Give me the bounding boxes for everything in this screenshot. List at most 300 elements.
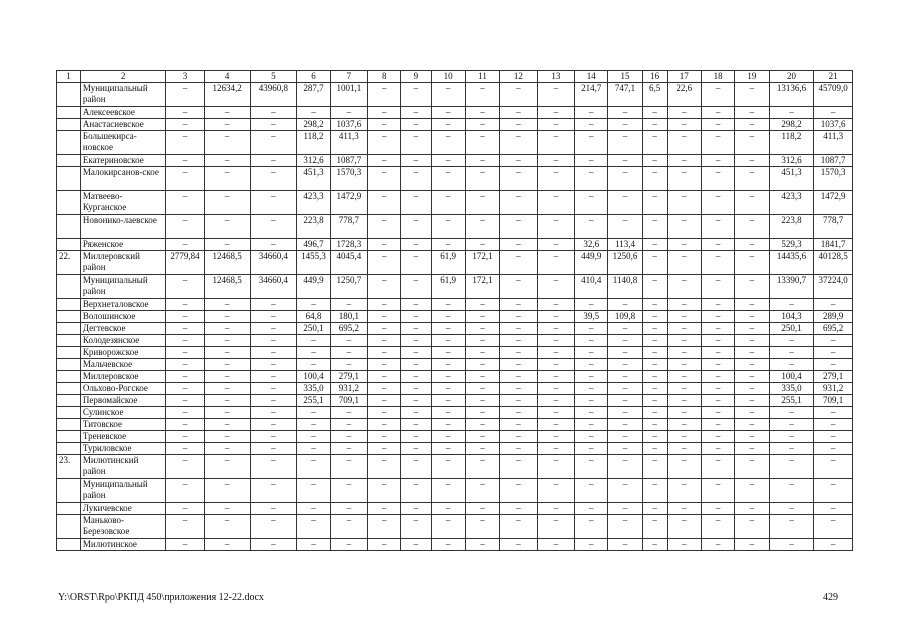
value-cell: – bbox=[431, 347, 465, 359]
value-cell: – bbox=[431, 443, 465, 455]
value-cell: – bbox=[537, 431, 574, 443]
value-cell: 931,2 bbox=[330, 383, 367, 395]
value-cell: 45709,0 bbox=[814, 83, 853, 107]
value-cell: – bbox=[667, 119, 701, 131]
value-cell: – bbox=[368, 83, 401, 107]
value-cell: 223,8 bbox=[769, 215, 814, 239]
value-cell: 411,3 bbox=[814, 131, 853, 155]
value-cell: – bbox=[401, 323, 431, 335]
value-cell: – bbox=[667, 107, 701, 119]
value-cell: – bbox=[701, 119, 734, 131]
value-cell: – bbox=[166, 371, 204, 383]
table-row bbox=[57, 347, 853, 359]
value-cell: – bbox=[642, 407, 667, 419]
value-cell: – bbox=[537, 335, 574, 347]
value-cell: – bbox=[465, 311, 499, 323]
value-cell: – bbox=[431, 383, 465, 395]
value-cell: – bbox=[204, 419, 250, 431]
column-number-header: 4 bbox=[204, 71, 250, 83]
value-cell: – bbox=[368, 311, 401, 323]
value-cell: – bbox=[500, 131, 537, 155]
value-cell: – bbox=[701, 215, 734, 239]
value-cell: – bbox=[330, 335, 367, 347]
value-cell: – bbox=[401, 215, 431, 239]
value-cell: – bbox=[500, 419, 537, 431]
value-cell: – bbox=[608, 323, 642, 335]
value-cell: – bbox=[701, 347, 734, 359]
value-cell: – bbox=[401, 167, 431, 191]
row-number-cell bbox=[57, 191, 81, 215]
value-cell: – bbox=[250, 359, 297, 371]
value-cell: – bbox=[814, 431, 853, 443]
value-cell: – bbox=[575, 131, 608, 155]
column-number-header: 9 bbox=[401, 71, 431, 83]
value-cell: – bbox=[735, 539, 769, 551]
column-number-header: 5 bbox=[250, 71, 297, 83]
settlement-name-cell: Волошинское bbox=[80, 311, 165, 323]
value-cell: 100,4 bbox=[297, 371, 330, 383]
value-cell: – bbox=[701, 407, 734, 419]
value-cell: – bbox=[769, 335, 814, 347]
value-cell: – bbox=[667, 299, 701, 311]
value-cell: – bbox=[166, 395, 204, 407]
value-cell: – bbox=[330, 359, 367, 371]
value-cell: 12468,5 bbox=[204, 251, 250, 275]
row-number-cell bbox=[57, 167, 81, 191]
value-cell: – bbox=[368, 239, 401, 251]
value-cell: – bbox=[537, 539, 574, 551]
value-cell: – bbox=[701, 155, 734, 167]
value-cell: – bbox=[330, 479, 367, 503]
value-cell: – bbox=[575, 539, 608, 551]
value-cell: – bbox=[735, 119, 769, 131]
value-cell: – bbox=[330, 503, 367, 515]
value-cell: – bbox=[368, 539, 401, 551]
value-cell: 529,3 bbox=[769, 239, 814, 251]
value-cell: – bbox=[250, 191, 297, 215]
value-cell: – bbox=[465, 539, 499, 551]
value-cell: 287,7 bbox=[297, 83, 330, 107]
table-row bbox=[57, 311, 853, 323]
value-cell: – bbox=[642, 251, 667, 275]
value-cell: – bbox=[330, 419, 367, 431]
value-cell: – bbox=[204, 155, 250, 167]
value-cell: – bbox=[166, 191, 204, 215]
value-cell: – bbox=[642, 155, 667, 167]
value-cell: – bbox=[500, 311, 537, 323]
value-cell: – bbox=[642, 503, 667, 515]
value-cell: – bbox=[166, 323, 204, 335]
value-cell: – bbox=[204, 347, 250, 359]
value-cell: 255,1 bbox=[769, 395, 814, 407]
value-cell: 1841,7 bbox=[814, 239, 853, 251]
value-cell: – bbox=[500, 323, 537, 335]
value-cell: – bbox=[701, 299, 734, 311]
value-cell: 1037,6 bbox=[814, 119, 853, 131]
value-cell: – bbox=[500, 395, 537, 407]
value-cell: – bbox=[500, 107, 537, 119]
value-cell: – bbox=[204, 299, 250, 311]
row-number-cell bbox=[57, 431, 81, 443]
value-cell: – bbox=[500, 479, 537, 503]
value-cell: – bbox=[431, 419, 465, 431]
value-cell: – bbox=[500, 455, 537, 479]
row-number-cell bbox=[57, 275, 81, 299]
value-cell: – bbox=[814, 503, 853, 515]
value-cell: – bbox=[608, 359, 642, 371]
table-row bbox=[57, 299, 853, 311]
value-cell: – bbox=[701, 431, 734, 443]
value-cell: – bbox=[608, 119, 642, 131]
value-cell: – bbox=[769, 407, 814, 419]
value-cell: – bbox=[769, 455, 814, 479]
value-cell: – bbox=[431, 479, 465, 503]
value-cell: – bbox=[735, 515, 769, 539]
value-cell: – bbox=[465, 419, 499, 431]
value-cell: – bbox=[769, 359, 814, 371]
footer-file-path: Y:\ORST\Rpo\РКПД 450\приложения 12-22.docx bbox=[58, 592, 264, 603]
value-cell: 113,4 bbox=[608, 239, 642, 251]
settlement-name-cell: Сулинское bbox=[80, 407, 165, 419]
table-row bbox=[57, 419, 853, 431]
value-cell: – bbox=[250, 539, 297, 551]
table-row bbox=[57, 107, 853, 119]
value-cell: – bbox=[537, 419, 574, 431]
value-cell: 118,2 bbox=[769, 131, 814, 155]
value-cell: – bbox=[297, 503, 330, 515]
row-number-cell bbox=[57, 539, 81, 551]
value-cell: – bbox=[166, 407, 204, 419]
value-cell: – bbox=[166, 83, 204, 107]
settlement-name-cell: Лукичевское bbox=[80, 503, 165, 515]
value-cell: – bbox=[608, 191, 642, 215]
settlement-name-cell: Новонико-лаевское bbox=[80, 215, 165, 239]
value-cell: – bbox=[667, 131, 701, 155]
value-cell: – bbox=[642, 107, 667, 119]
value-cell: 118,2 bbox=[297, 131, 330, 155]
value-cell: – bbox=[701, 395, 734, 407]
settlement-name-cell: Дегтевское bbox=[80, 323, 165, 335]
row-number-cell bbox=[57, 383, 81, 395]
value-cell: – bbox=[642, 275, 667, 299]
settlement-name-cell: Титовское bbox=[80, 419, 165, 431]
value-cell: – bbox=[537, 515, 574, 539]
value-cell: – bbox=[608, 431, 642, 443]
value-cell: – bbox=[401, 191, 431, 215]
value-cell: – bbox=[204, 515, 250, 539]
value-cell: 335,0 bbox=[297, 383, 330, 395]
table-row bbox=[57, 155, 853, 167]
value-cell: – bbox=[330, 299, 367, 311]
column-number-header: 21 bbox=[814, 71, 853, 83]
value-cell: – bbox=[769, 431, 814, 443]
table-row bbox=[57, 131, 853, 155]
value-cell: – bbox=[465, 383, 499, 395]
value-cell: – bbox=[701, 479, 734, 503]
value-cell: – bbox=[769, 299, 814, 311]
value-cell: 22,6 bbox=[667, 83, 701, 107]
value-cell: – bbox=[250, 431, 297, 443]
value-cell: – bbox=[537, 191, 574, 215]
value-cell: – bbox=[166, 107, 204, 119]
value-cell: – bbox=[537, 299, 574, 311]
value-cell: – bbox=[537, 479, 574, 503]
value-cell: – bbox=[465, 371, 499, 383]
value-cell: – bbox=[642, 119, 667, 131]
column-number-header: 14 bbox=[575, 71, 608, 83]
value-cell: – bbox=[250, 503, 297, 515]
value-cell: – bbox=[431, 431, 465, 443]
value-cell: 1087,7 bbox=[330, 155, 367, 167]
value-cell: – bbox=[608, 383, 642, 395]
value-cell: – bbox=[166, 479, 204, 503]
value-cell: – bbox=[608, 299, 642, 311]
value-cell: – bbox=[537, 155, 574, 167]
value-cell: – bbox=[465, 347, 499, 359]
value-cell: – bbox=[401, 83, 431, 107]
value-cell: 709,1 bbox=[814, 395, 853, 407]
value-cell: 778,7 bbox=[814, 215, 853, 239]
value-cell: – bbox=[814, 407, 853, 419]
value-cell: – bbox=[537, 239, 574, 251]
value-cell: – bbox=[667, 407, 701, 419]
row-number-cell bbox=[57, 347, 81, 359]
value-cell: – bbox=[297, 455, 330, 479]
value-cell: – bbox=[642, 191, 667, 215]
value-cell: – bbox=[667, 443, 701, 455]
value-cell: – bbox=[667, 455, 701, 479]
value-cell: – bbox=[537, 503, 574, 515]
value-cell: – bbox=[575, 515, 608, 539]
settlement-name-cell: Колодезянское bbox=[80, 335, 165, 347]
value-cell: – bbox=[401, 515, 431, 539]
value-cell: – bbox=[642, 323, 667, 335]
value-cell: – bbox=[735, 395, 769, 407]
table-row bbox=[57, 83, 853, 107]
value-cell: – bbox=[465, 167, 499, 191]
value-cell: – bbox=[368, 515, 401, 539]
value-cell: – bbox=[735, 323, 769, 335]
value-cell: – bbox=[250, 455, 297, 479]
value-cell: – bbox=[537, 107, 574, 119]
value-cell: – bbox=[431, 455, 465, 479]
value-cell: 39,5 bbox=[575, 311, 608, 323]
row-number-cell bbox=[57, 215, 81, 239]
data-table bbox=[56, 70, 853, 551]
value-cell: – bbox=[537, 275, 574, 299]
value-cell: – bbox=[431, 131, 465, 155]
column-number-header: 3 bbox=[166, 71, 204, 83]
settlement-name-cell: Милютинское bbox=[80, 539, 165, 551]
value-cell: – bbox=[465, 299, 499, 311]
value-cell: 4045,4 bbox=[330, 251, 367, 275]
table-row bbox=[57, 191, 853, 215]
value-cell: – bbox=[204, 539, 250, 551]
value-cell: – bbox=[642, 395, 667, 407]
value-cell: – bbox=[465, 515, 499, 539]
value-cell: – bbox=[204, 335, 250, 347]
value-cell: – bbox=[431, 119, 465, 131]
value-cell: 172,1 bbox=[465, 275, 499, 299]
value-cell: – bbox=[368, 359, 401, 371]
value-cell: – bbox=[204, 407, 250, 419]
value-cell: – bbox=[401, 371, 431, 383]
value-cell: 451,3 bbox=[297, 167, 330, 191]
row-number-cell bbox=[57, 359, 81, 371]
value-cell: – bbox=[465, 443, 499, 455]
table-row bbox=[57, 539, 853, 551]
row-number-cell bbox=[57, 419, 81, 431]
value-cell: – bbox=[250, 155, 297, 167]
value-cell: – bbox=[701, 455, 734, 479]
column-number-header: 15 bbox=[608, 71, 642, 83]
value-cell: – bbox=[166, 419, 204, 431]
value-cell: – bbox=[608, 395, 642, 407]
value-cell: – bbox=[368, 419, 401, 431]
settlement-name-cell: Алексеевское bbox=[80, 107, 165, 119]
value-cell: – bbox=[608, 503, 642, 515]
value-cell: – bbox=[368, 155, 401, 167]
row-number-cell bbox=[57, 155, 81, 167]
value-cell: – bbox=[500, 371, 537, 383]
table-row bbox=[57, 407, 853, 419]
value-cell: – bbox=[735, 419, 769, 431]
value-cell: – bbox=[701, 239, 734, 251]
value-cell: – bbox=[701, 323, 734, 335]
settlement-name-cell: Миллеровский район bbox=[80, 251, 165, 275]
table-row bbox=[57, 323, 853, 335]
value-cell: – bbox=[250, 323, 297, 335]
value-cell: 32,6 bbox=[575, 239, 608, 251]
value-cell: – bbox=[642, 131, 667, 155]
value-cell: – bbox=[297, 407, 330, 419]
value-cell: – bbox=[431, 155, 465, 167]
value-cell: – bbox=[642, 347, 667, 359]
value-cell: – bbox=[368, 347, 401, 359]
row-number-cell: 23. bbox=[57, 455, 81, 479]
value-cell: – bbox=[401, 131, 431, 155]
value-cell: – bbox=[642, 515, 667, 539]
value-cell: – bbox=[735, 431, 769, 443]
value-cell: – bbox=[701, 383, 734, 395]
value-cell: – bbox=[735, 299, 769, 311]
value-cell: – bbox=[166, 515, 204, 539]
value-cell: 1570,3 bbox=[330, 167, 367, 191]
value-cell: – bbox=[575, 419, 608, 431]
value-cell: 14435,6 bbox=[769, 251, 814, 275]
value-cell: – bbox=[204, 323, 250, 335]
value-cell: – bbox=[368, 395, 401, 407]
settlement-name-cell: Верхнеталовское bbox=[80, 299, 165, 311]
value-cell: – bbox=[701, 539, 734, 551]
value-cell: – bbox=[250, 419, 297, 431]
value-cell: – bbox=[500, 251, 537, 275]
value-cell: – bbox=[701, 443, 734, 455]
value-cell: – bbox=[537, 215, 574, 239]
row-number-cell bbox=[57, 515, 81, 539]
value-cell: – bbox=[769, 347, 814, 359]
value-cell: – bbox=[575, 371, 608, 383]
table-row bbox=[57, 239, 853, 251]
value-cell: – bbox=[500, 383, 537, 395]
value-cell: – bbox=[575, 359, 608, 371]
value-cell: 12634,2 bbox=[204, 83, 250, 107]
value-cell: – bbox=[297, 443, 330, 455]
value-cell: – bbox=[500, 539, 537, 551]
value-cell: 255,1 bbox=[297, 395, 330, 407]
value-cell: – bbox=[500, 299, 537, 311]
value-cell: – bbox=[642, 479, 667, 503]
value-cell: – bbox=[330, 347, 367, 359]
value-cell: – bbox=[431, 407, 465, 419]
value-cell: – bbox=[250, 167, 297, 191]
value-cell: 298,2 bbox=[769, 119, 814, 131]
value-cell: – bbox=[667, 239, 701, 251]
value-cell: – bbox=[250, 383, 297, 395]
table-row bbox=[57, 431, 853, 443]
value-cell: – bbox=[166, 167, 204, 191]
value-cell: – bbox=[431, 107, 465, 119]
value-cell: – bbox=[368, 383, 401, 395]
value-cell: – bbox=[250, 335, 297, 347]
value-cell: – bbox=[368, 407, 401, 419]
value-cell: – bbox=[537, 359, 574, 371]
value-cell: – bbox=[735, 167, 769, 191]
value-cell: – bbox=[575, 407, 608, 419]
settlement-name-cell: Треневское bbox=[80, 431, 165, 443]
value-cell: – bbox=[537, 311, 574, 323]
value-cell: – bbox=[642, 419, 667, 431]
value-cell: – bbox=[769, 107, 814, 119]
table-row bbox=[57, 119, 853, 131]
row-number-cell bbox=[57, 371, 81, 383]
value-cell: 1472,9 bbox=[330, 191, 367, 215]
value-cell: – bbox=[401, 107, 431, 119]
value-cell: – bbox=[575, 167, 608, 191]
value-cell: – bbox=[330, 407, 367, 419]
value-cell: – bbox=[769, 479, 814, 503]
value-cell: – bbox=[701, 359, 734, 371]
page-number: 429 bbox=[823, 592, 838, 603]
value-cell: – bbox=[608, 167, 642, 191]
value-cell: – bbox=[500, 503, 537, 515]
settlement-name-cell: Миллеровское bbox=[80, 371, 165, 383]
value-cell: 778,7 bbox=[330, 215, 367, 239]
value-cell: – bbox=[575, 395, 608, 407]
value-cell: – bbox=[401, 275, 431, 299]
value-cell: – bbox=[401, 431, 431, 443]
value-cell: – bbox=[465, 335, 499, 347]
value-cell: – bbox=[701, 167, 734, 191]
header-row bbox=[57, 71, 853, 83]
settlement-name-cell: Муниципальный район bbox=[80, 275, 165, 299]
value-cell: – bbox=[642, 215, 667, 239]
value-cell: 496,7 bbox=[297, 239, 330, 251]
value-cell: – bbox=[166, 335, 204, 347]
value-cell: 100,4 bbox=[769, 371, 814, 383]
value-cell: – bbox=[642, 443, 667, 455]
value-cell: – bbox=[608, 539, 642, 551]
value-cell: – bbox=[465, 479, 499, 503]
table-row bbox=[57, 275, 853, 299]
value-cell: – bbox=[500, 347, 537, 359]
value-cell: – bbox=[575, 347, 608, 359]
value-cell: – bbox=[330, 107, 367, 119]
value-cell: – bbox=[642, 383, 667, 395]
value-cell: – bbox=[250, 395, 297, 407]
value-cell: – bbox=[204, 191, 250, 215]
value-cell: – bbox=[166, 455, 204, 479]
